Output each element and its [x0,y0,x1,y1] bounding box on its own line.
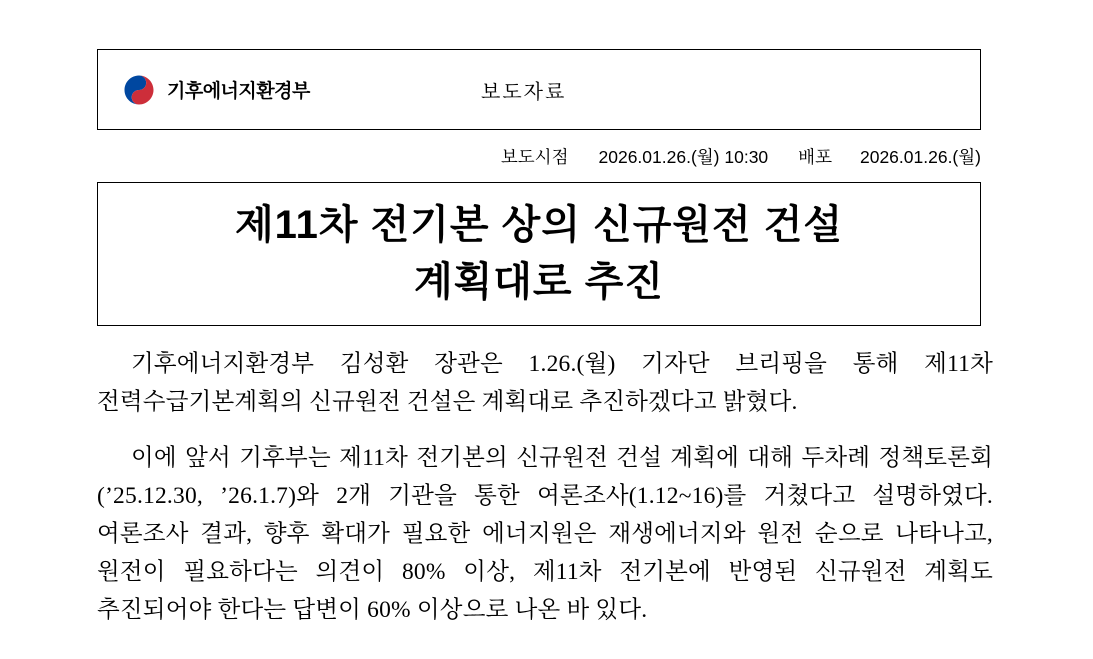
body-paragraph-2: 이에 앞서 기후부는 제11차 전기본의 신규원전 건설 계획에 대해 두차례 정책토론회(’25.12.30, ’26.1.7)와 2개 기관을 통한 여론조사(1.12~16)를 거쳤다고 설명하였다. 여론조사 결과, 향후 확대가 필요한 에너지원은 재생에너지와 원전 순으로 나타나고, 원전이 필요하다는 의견이 80% 이상, 제11차 전기본에 반영된 신규원전 계획도 추진되어야 한다는 답변이 60% 이상으로 나온 바 있다. [97,445,993,624]
distribution-label: 배포 [798,146,832,167]
document-title-line-2: 계획대로 추진 [414,260,664,304]
document-title-line-1: 제11차 전기본 상의 신규원전 건설 [234,203,844,248]
korea-government-taegeuk-icon [120,71,158,109]
document-body [97,345,993,629]
document-header-box [97,49,981,130]
release-meta-line [97,142,981,170]
document-title-box [97,182,981,326]
ministry-name: 기후에너지환경부 [167,81,310,102]
distribution-value: 2026.01.26.(월) [859,146,981,167]
release-time-label: 보도시점 [500,146,569,167]
document-kind-label: 보도자료 [481,81,567,103]
body-paragraph-1: 기후에너지환경부 김성환 장관은 1.26.(월) 기자단 브리핑을 통해 제11차 전력수급기본계획의 신규원전 건설은 계획대로 추진하겠다고 밝혔다. [97,351,993,416]
ministry-logo [120,71,310,109]
release-time-value: 2026.01.26.(월) 10:30 [598,146,769,167]
